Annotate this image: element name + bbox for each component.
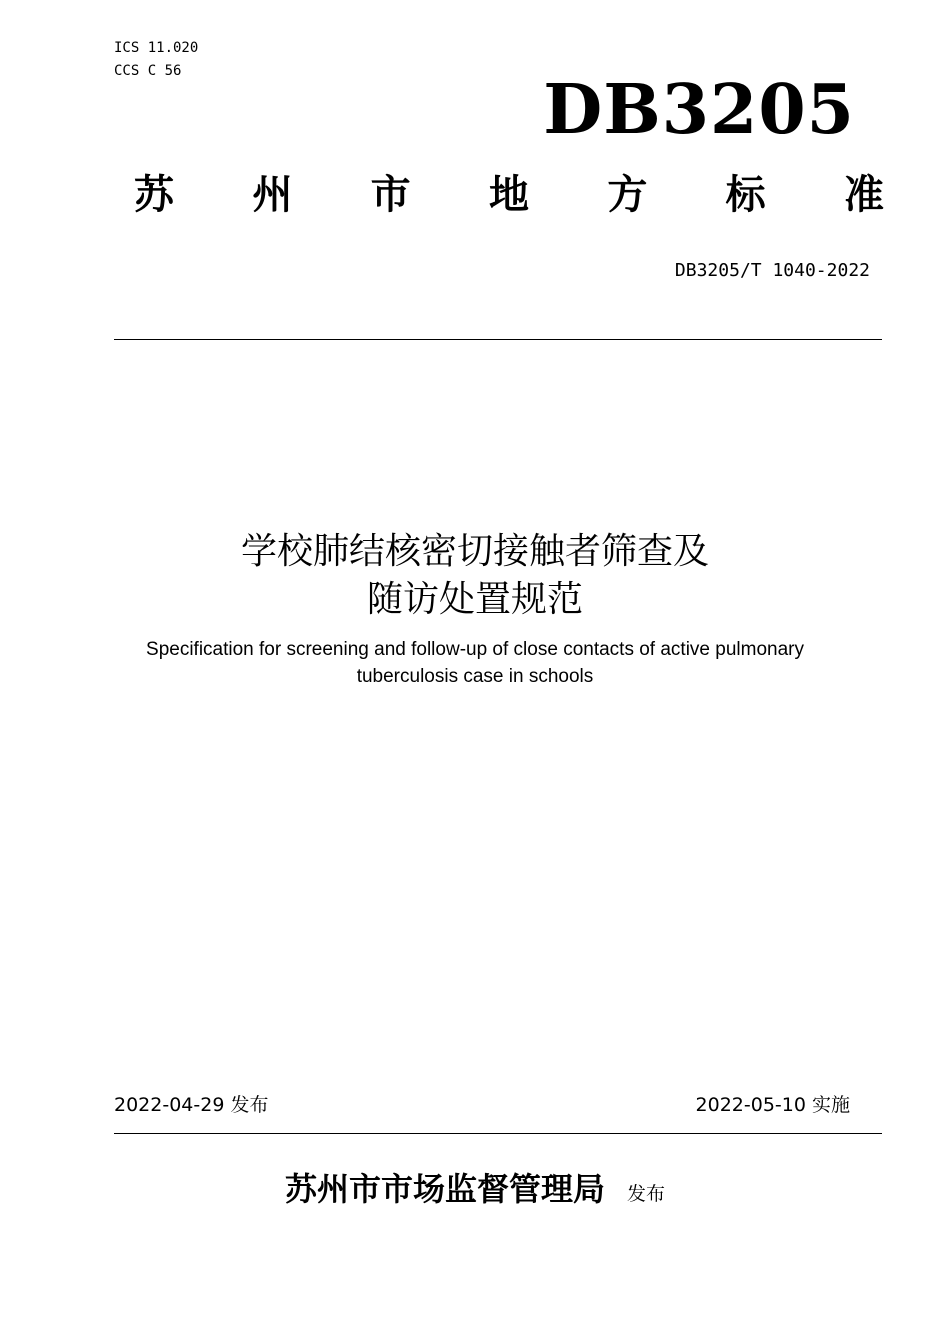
ccs-code: CCS C 56 (114, 63, 182, 79)
title-line: Specification for screening and follow-up of close contacts of active pulmonary (146, 639, 804, 660)
document-title-zh (0, 528, 950, 624)
standard-code-logo: DB3205 (543, 70, 855, 150)
heading-char: 地 (488, 171, 529, 218)
standard-number: DB3205/T 1040-2022 (674, 260, 870, 281)
document-title-en (0, 636, 950, 690)
heading-char: 州 (252, 171, 293, 218)
classification-codes (114, 37, 198, 83)
heading-char: 准 (843, 171, 884, 218)
issue-date: 2022-04-29 发布 (114, 1094, 269, 1116)
publisher-suffix: 发布 (627, 1183, 666, 1205)
publisher-name: 苏州市市场监督管理局 (284, 1170, 605, 1208)
heading-char: 苏 (134, 171, 174, 218)
implementation-date: 2022-05-10 实施 (695, 1094, 850, 1116)
local-standard-heading (134, 168, 884, 222)
title-line: 学校肺结核密切接触者筛查及 (240, 531, 709, 572)
heading-char: 标 (725, 171, 766, 218)
title-line: tuberculosis case in schools (356, 666, 594, 687)
ics-code: ICS 11.020 (114, 40, 199, 56)
title-line: 随访处置规范 (366, 579, 583, 620)
bottom-divider (114, 1133, 882, 1134)
heading-char: 市 (370, 171, 411, 218)
top-divider (114, 339, 882, 340)
publisher (0, 1164, 950, 1210)
heading-char: 方 (607, 171, 648, 218)
